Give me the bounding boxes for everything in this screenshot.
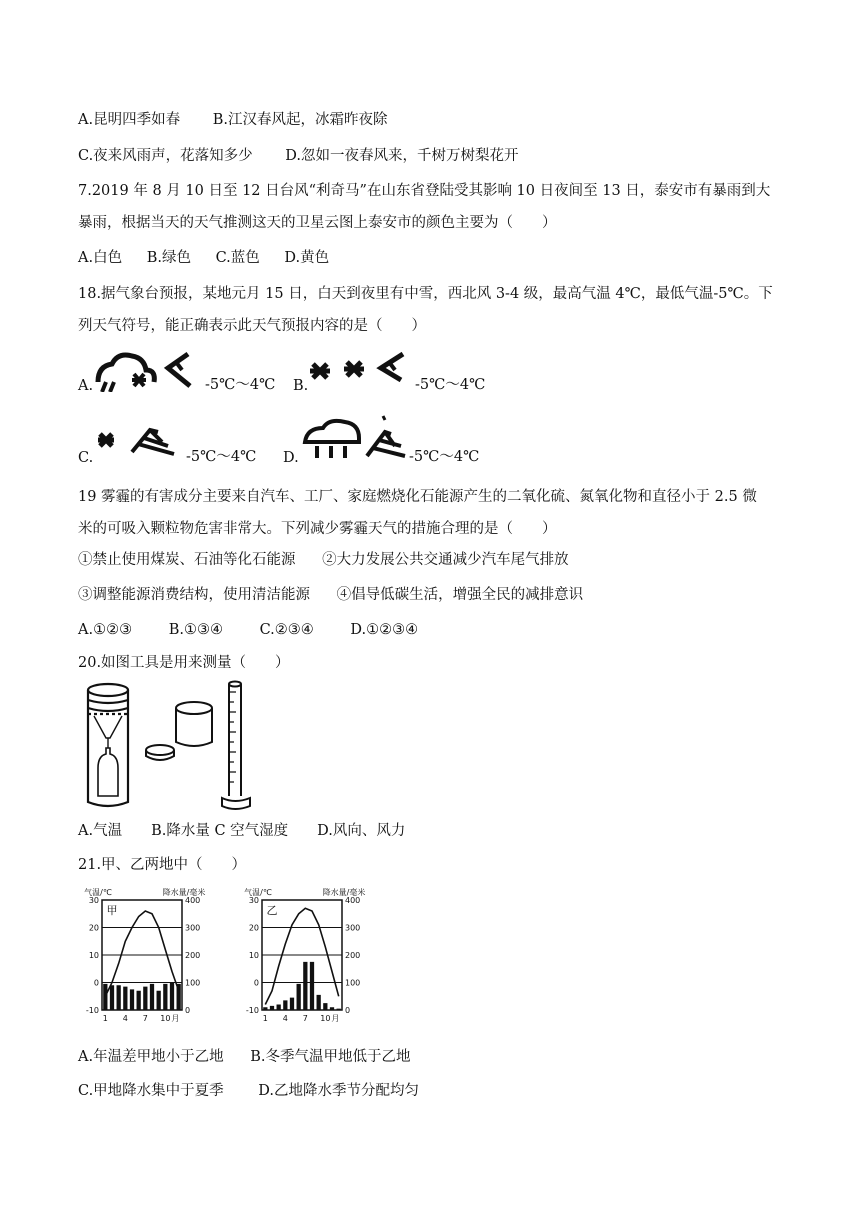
q19-option-c: C.②③④ bbox=[259, 622, 314, 638]
chart-1-ytick: -10 bbox=[245, 1006, 259, 1015]
chart-0-ytick: 20 bbox=[88, 923, 99, 933]
q21-stem: 21.甲、乙两地中（ ） bbox=[78, 857, 247, 873]
q18-option-c-temp: -5℃～4℃ bbox=[186, 449, 257, 465]
chart-1-xtick: 4 bbox=[282, 1014, 288, 1023]
chart-0-precip-bar bbox=[170, 983, 174, 1011]
chart-1-precip-bar bbox=[283, 1000, 287, 1010]
cloud-rain-wind-icon bbox=[301, 412, 411, 464]
chart-0-y2label: 降水量/毫米 bbox=[162, 888, 206, 897]
cloud-snow-wind-icon bbox=[92, 348, 202, 392]
q20-options: A.气温 B.降水量 C 空气湿度 D.风向、风力 bbox=[78, 823, 406, 839]
q18-option-d-temp: -5℃～4℃ bbox=[409, 449, 480, 465]
q21-options-row-1 bbox=[78, 1047, 410, 1067]
chart-0-title: 甲 bbox=[106, 904, 118, 917]
chart-0-precip-bar bbox=[157, 991, 161, 1010]
rain-gauge-collector bbox=[176, 702, 212, 746]
snow-wind-icon bbox=[309, 350, 419, 390]
q21-option-b: B.冬季气温甲地低于乙地 bbox=[250, 1049, 411, 1065]
q6-option-c: C.夜来风雨声，花落知多少 bbox=[78, 148, 253, 164]
chart-1-precip-bar bbox=[303, 962, 307, 1010]
q19-items-row-1 bbox=[78, 550, 569, 570]
chart-0-precip-bar bbox=[103, 984, 107, 1010]
chart-0-ytick: 0 bbox=[93, 978, 99, 988]
q19-item-4: ④倡导低碳生活，增强全民的减排意识 bbox=[336, 587, 584, 603]
climate-charts bbox=[82, 886, 382, 1030]
q7-stem-line2: 暴雨，根据当天的天气推测这天的卫星云图上泰安市的颜色主要为（ ） bbox=[78, 215, 557, 231]
chart-1-xtick: 1 bbox=[262, 1014, 268, 1023]
q7-option-a: A.白色 bbox=[78, 250, 123, 266]
chart-0-y2tick: 0 bbox=[185, 1006, 191, 1015]
chart-1-precip-bar bbox=[310, 962, 314, 1010]
chart-1-y2tick: 400 bbox=[345, 896, 361, 905]
q19-stem-line2: 米的可吸入颗粒物危害非常大。下列减少雾霾天气的措施合理的是（ ） bbox=[78, 521, 557, 537]
chart-0-precip-bar bbox=[130, 989, 134, 1010]
q18-option-a-temp: -5℃～4℃ bbox=[205, 377, 276, 393]
chart-1-y2tick: 300 bbox=[345, 923, 361, 933]
q18-stem-line2: 列天气符号，能正确表示此天气预报内容的是（ ） bbox=[78, 318, 426, 334]
chart-1-y2label: 降水量/毫米 bbox=[322, 888, 366, 897]
rain-gauge-illustration bbox=[84, 678, 274, 812]
q6-option-d: D.忽如一夜春风来，千树万树梨花开 bbox=[285, 148, 519, 164]
chart-0-y2tick: 200 bbox=[185, 951, 201, 960]
q19-item-3: ③调整能源消费结构，使用清洁能源 bbox=[78, 587, 310, 603]
chart-0-y2tick: 300 bbox=[185, 923, 201, 933]
q18-option-b bbox=[293, 340, 503, 400]
chart-0-ytick: 10 bbox=[88, 951, 99, 960]
chart-1-ytick: 20 bbox=[248, 923, 259, 933]
measuring-cylinder bbox=[222, 682, 250, 810]
chart-0-ytick: -10 bbox=[85, 1006, 99, 1015]
q7-option-b: B.绿色 bbox=[146, 250, 191, 266]
chart-0-precip-bar bbox=[123, 987, 127, 1010]
chart-1-y2tick: 200 bbox=[345, 951, 361, 960]
chart-1-precip-bar bbox=[337, 1009, 341, 1010]
q19-item-2: ②大力发展公共交通减少汽车尾气排放 bbox=[322, 552, 569, 568]
chart-0-temp-line bbox=[105, 911, 178, 996]
chart-0-precip-bar bbox=[150, 984, 154, 1010]
chart-0-xtick: 4 bbox=[122, 1014, 128, 1023]
q18-option-d bbox=[283, 412, 503, 472]
chart-1-ytick: 30 bbox=[248, 896, 259, 905]
q19-stem-line1: 19 雾霾的有害成分主要来自汽车、工厂、家庭燃烧化石能源产生的二氧化硫、氮氧化物和直径小于 2.5 微 bbox=[78, 489, 757, 505]
chart-0-precip-bar bbox=[110, 985, 114, 1010]
q18-options-row-2 bbox=[78, 412, 578, 472]
q21-option-c: C.甲地降水集中于夏季 bbox=[78, 1083, 224, 1099]
chart-1-title: 乙 bbox=[266, 904, 278, 917]
chart-0-y2tick: 100 bbox=[185, 978, 201, 988]
chart-1-precip-bar bbox=[270, 1006, 274, 1010]
chart-1-xlabel: 月 bbox=[331, 1014, 340, 1023]
q18-option-b-letter: B. bbox=[293, 378, 309, 394]
q7-stem-line1: 7.2019 年 8 月 10 日至 12 日台风“利奇马”在山东省登陆受其影响 10 日夜间至 13 日，泰安市有暴雨到大 bbox=[78, 183, 771, 199]
chart-1-precip-bar bbox=[323, 1003, 327, 1010]
chart-1-y2tick: 100 bbox=[345, 978, 361, 988]
chart-0-y2tick: 400 bbox=[185, 896, 201, 905]
q18-option-b-temp: -5℃～4℃ bbox=[415, 377, 486, 393]
q19-items-row-2 bbox=[78, 585, 583, 605]
chart-1-temp-line bbox=[265, 908, 338, 1004]
chart-0-ytick: 30 bbox=[88, 896, 99, 905]
chart-1-y2tick: 0 bbox=[345, 1006, 351, 1015]
chart-0-precip-bar bbox=[163, 984, 167, 1010]
q7-option-c: C.蓝色 bbox=[215, 250, 260, 266]
q6-option-a: A.昆明四季如春 bbox=[78, 112, 181, 128]
q19-option-d: D.①②③④ bbox=[350, 622, 419, 638]
q18-option-a-letter: A. bbox=[78, 378, 94, 394]
chart-1-precip-bar bbox=[263, 1007, 267, 1010]
chart-0-xtick: 7 bbox=[142, 1014, 148, 1023]
chart-0-precip-bar bbox=[117, 985, 121, 1010]
q18-option-c-letter: C. bbox=[78, 450, 94, 466]
chart-1-ytick: 0 bbox=[253, 978, 259, 988]
q20-stem: 20.如图工具是用来测量（ ） bbox=[78, 655, 290, 671]
q19-item-1: ①禁止使用煤炭、石油等化石能源 bbox=[78, 552, 296, 568]
rain-gauge-cylinder bbox=[88, 684, 128, 806]
chart-1-precip-bar bbox=[317, 995, 321, 1010]
chart-1-ytick: 10 bbox=[248, 951, 259, 960]
q21-option-a: A.年温差甲地小于乙地 bbox=[78, 1049, 224, 1065]
q21-options-row-2 bbox=[78, 1081, 419, 1101]
q6-options-row-2 bbox=[78, 146, 519, 166]
chart-1-xtick: 7 bbox=[302, 1014, 308, 1023]
q21-option-d: D.乙地降水季节分配均匀 bbox=[258, 1083, 420, 1099]
q18-option-c bbox=[78, 412, 288, 472]
chart-1-precip-bar bbox=[330, 1007, 334, 1010]
q6-option-b: B.江汉春风起，冰霜昨夜除 bbox=[212, 112, 388, 128]
chart-1-ylabel: 气温/℃ bbox=[244, 888, 272, 897]
chart-1-xtick: 10 bbox=[320, 1014, 331, 1023]
q19-option-b: B.①③④ bbox=[168, 622, 223, 638]
q19-options bbox=[78, 620, 418, 640]
chart-1-precip-bar bbox=[290, 998, 294, 1010]
chart-1-precip-bar bbox=[297, 984, 301, 1010]
chart-0-xtick: 10 bbox=[160, 1014, 171, 1023]
q18-option-d-letter: D. bbox=[283, 450, 299, 466]
chart-0-precip-bar bbox=[137, 991, 141, 1010]
snow-wind-icon bbox=[98, 422, 188, 462]
rain-gauge-lid bbox=[146, 745, 174, 760]
q6-options-row-1 bbox=[78, 110, 387, 130]
q18-stem-line1: 18.据气象台预报，某地元月 15 日，白天到夜里有中雪，西北风 3-4 级，最高气温 4℃，最低气温-5℃。下 bbox=[78, 286, 773, 302]
chart-1-precip-bar bbox=[277, 1005, 281, 1011]
q7-option-d: D.黄色 bbox=[284, 250, 330, 266]
q18-option-a bbox=[78, 340, 288, 400]
chart-0-xtick: 1 bbox=[102, 1014, 108, 1023]
q7-options bbox=[78, 248, 329, 268]
q19-option-a: A.①②③ bbox=[78, 622, 133, 638]
chart-0-precip-bar bbox=[143, 987, 147, 1010]
chart-0-ylabel: 气温/℃ bbox=[84, 888, 112, 897]
q18-options-row-1 bbox=[78, 340, 578, 400]
chart-0-xlabel: 月 bbox=[171, 1014, 180, 1023]
